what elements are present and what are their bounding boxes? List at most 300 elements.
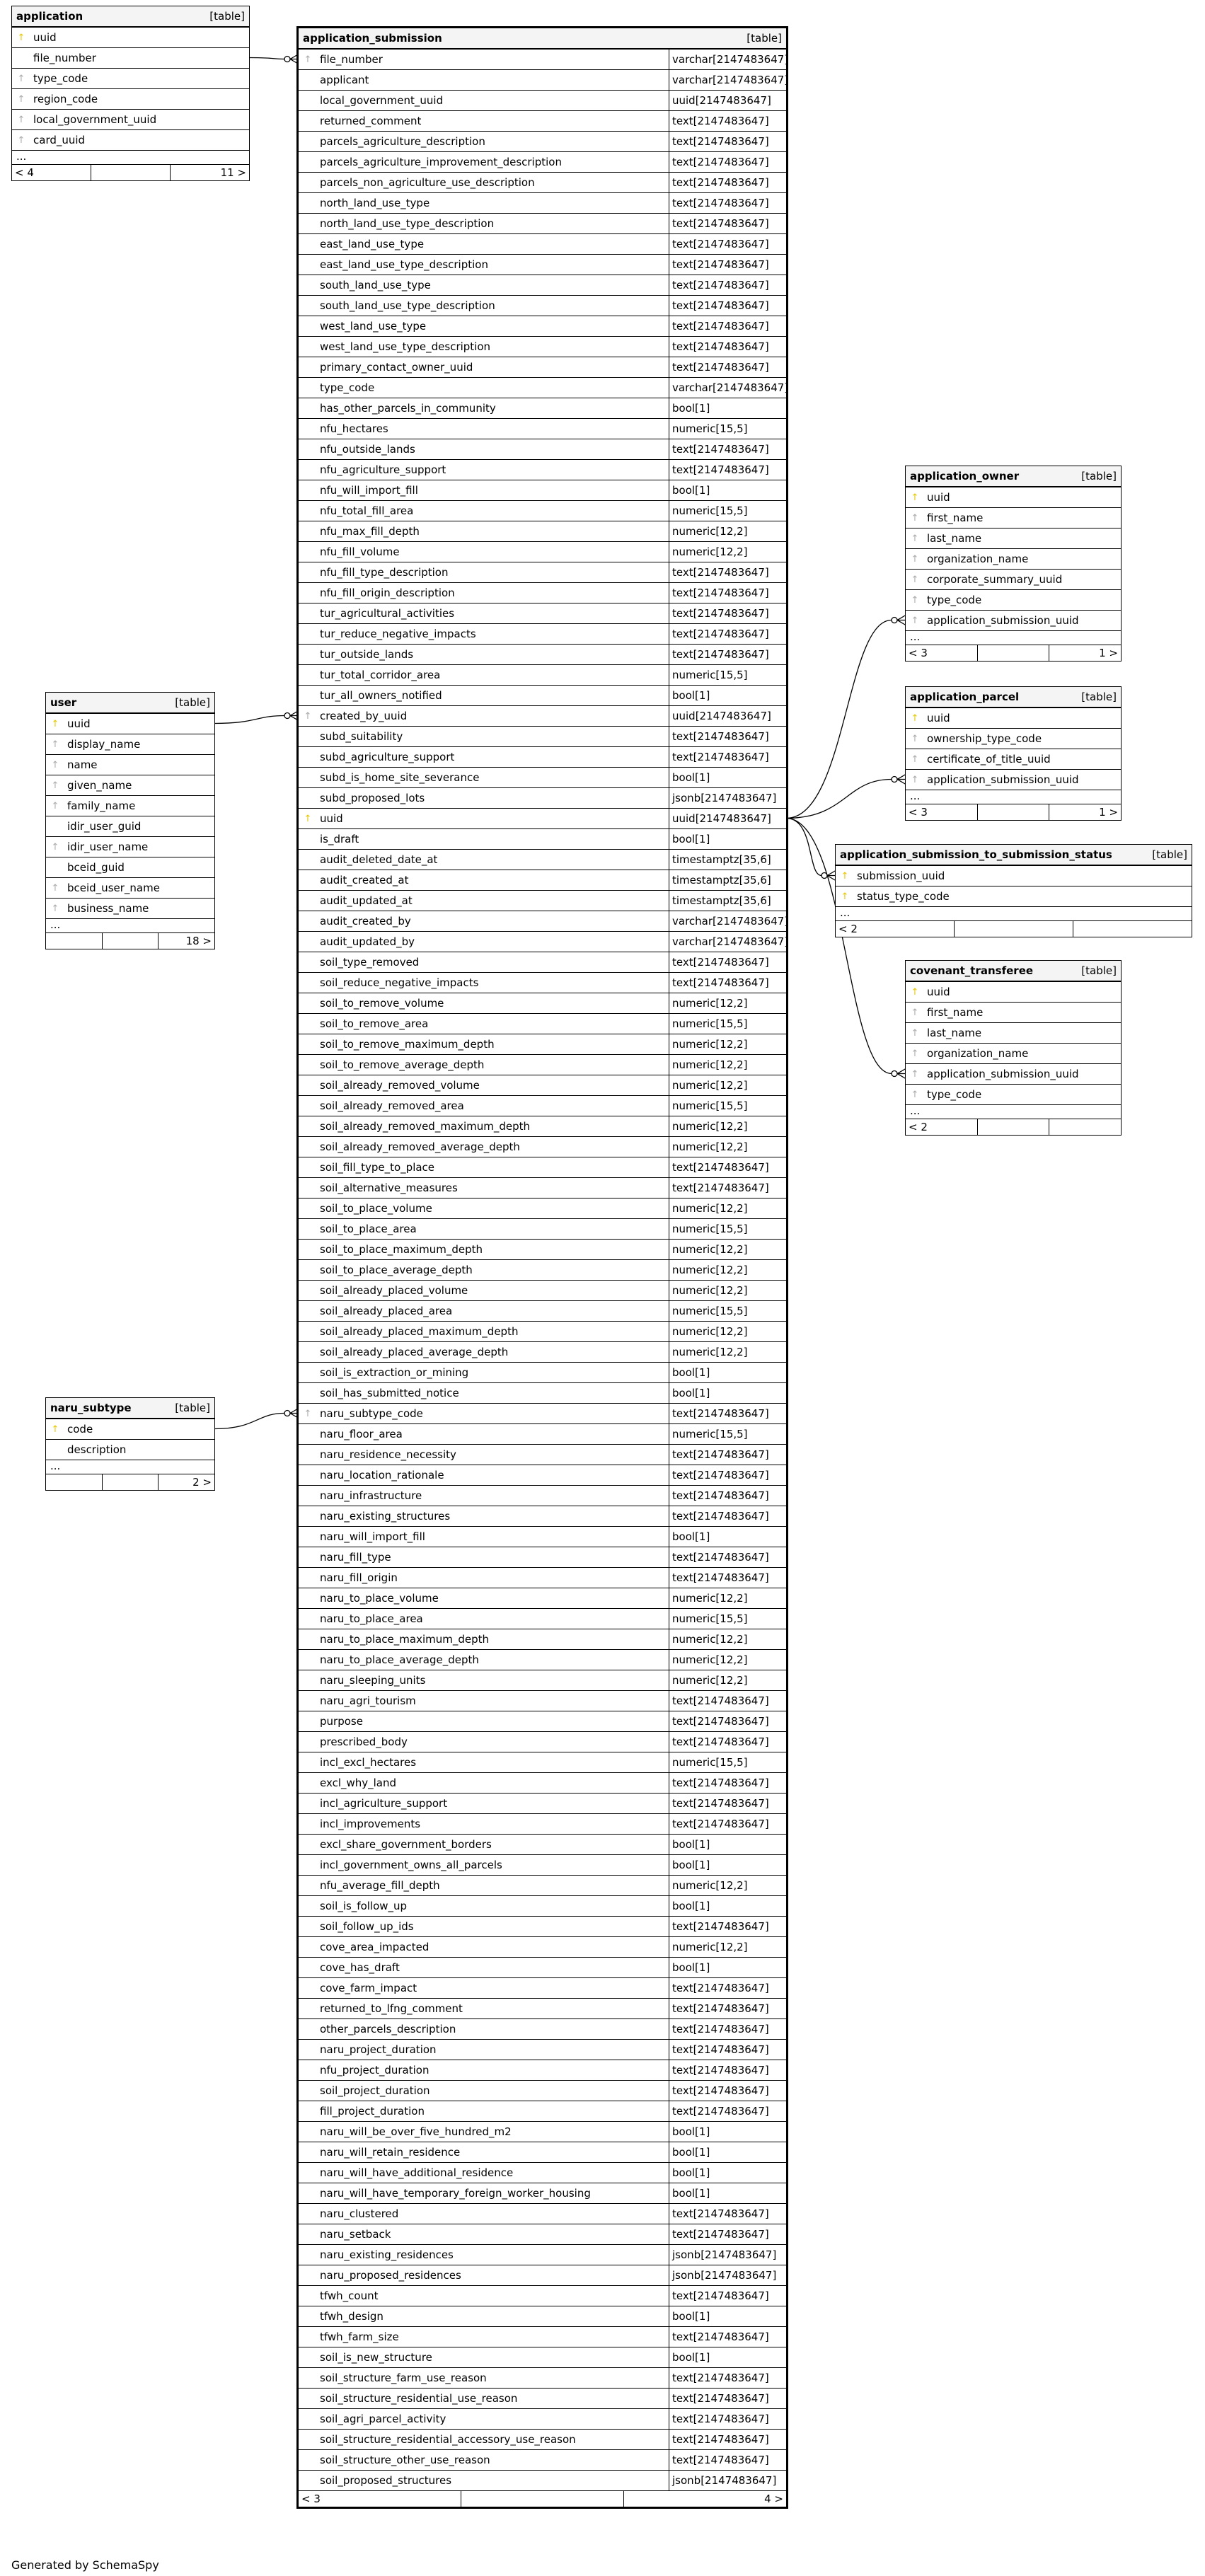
column-name: tur_agricultural_activities: [320, 607, 455, 620]
column-row[interactable]: [299, 1054, 786, 1075]
column-row[interactable]: [299, 2142, 786, 2162]
column-row[interactable]: [299, 849, 786, 870]
column-row[interactable]: [299, 69, 789, 90]
table-header: [906, 961, 1121, 981]
column-name: soil_is_new_structure: [320, 2351, 432, 2364]
relationship-line: [214, 716, 284, 724]
column-row[interactable]: [299, 1259, 786, 1280]
column-row[interactable]: [299, 1526, 786, 1547]
column-row[interactable]: [299, 2449, 786, 2470]
table-application-submission[interactable]: [296, 26, 788, 2509]
column-row[interactable]: [299, 1403, 786, 1423]
column-row[interactable]: [12, 47, 249, 68]
children-count[interactable]: 2 >: [158, 1474, 214, 1490]
column-row[interactable]: [299, 2039, 786, 2060]
column-row[interactable]: [299, 1567, 786, 1588]
column-row[interactable]: [299, 808, 786, 828]
column-name: naru_will_be_over_five_hundred_m2: [320, 2125, 512, 2138]
column-row[interactable]: [299, 644, 786, 664]
column-row[interactable]: [299, 1280, 786, 1300]
column-row[interactable]: [299, 2060, 786, 2080]
column-row[interactable]: [46, 775, 214, 795]
column-row[interactable]: [12, 109, 249, 129]
column-row[interactable]: [299, 1752, 786, 1772]
column-name-cell: [46, 1443, 214, 1456]
column-row[interactable]: [299, 377, 789, 398]
column-row[interactable]: [46, 1439, 214, 1460]
relationship-line: [214, 1414, 284, 1429]
column-name: type_code: [33, 72, 88, 85]
column-name-cell: [299, 2146, 669, 2159]
column-name-cell: [299, 1961, 669, 1974]
column-name: soil_already_removed_area: [320, 1099, 464, 1112]
column-row[interactable]: [299, 2306, 786, 2326]
column-name-cell: [299, 258, 669, 271]
column-row[interactable]: [299, 131, 786, 151]
column-row[interactable]: [299, 1629, 786, 1649]
column-type: bool[1]: [669, 1958, 786, 1977]
column-name-cell: [299, 463, 669, 476]
column-name-cell: [299, 1715, 669, 1728]
column-row[interactable]: [299, 1588, 786, 1608]
parents-count[interactable]: < 4: [15, 166, 34, 179]
column-row[interactable]: [299, 1506, 786, 1526]
column-type: numeric[12,2]: [669, 1034, 786, 1054]
column-row[interactable]: [12, 129, 249, 150]
column-row[interactable]: [299, 521, 786, 541]
column-name: tfwh_design: [320, 2310, 384, 2323]
column-name-cell: [46, 758, 214, 771]
column-row[interactable]: [299, 459, 786, 480]
column-row[interactable]: [299, 1875, 786, 1895]
column-name: file_number: [320, 53, 383, 66]
column-row[interactable]: [299, 1382, 786, 1403]
column-name-cell: [299, 443, 669, 456]
column-type: bool[1]: [669, 768, 786, 787]
column-name-cell: [299, 812, 669, 825]
column-row[interactable]: [906, 981, 1121, 1002]
column-row[interactable]: [299, 787, 786, 808]
column-name: created_by_uuid: [320, 710, 408, 722]
column-row[interactable]: [299, 1218, 786, 1239]
column-row[interactable]: [906, 589, 1121, 610]
column-row[interactable]: [299, 1957, 786, 1977]
column-type: numeric[12,2]: [669, 1876, 786, 1895]
column-row[interactable]: [299, 1300, 786, 1321]
column-row[interactable]: [12, 68, 249, 88]
column-name: nfu_fill_volume: [320, 545, 400, 558]
footer-spacer: [91, 165, 170, 180]
foreign-key-icon: ↑: [911, 1027, 919, 1039]
column-type: numeric[12,2]: [669, 1588, 786, 1608]
column-name-cell: [299, 1243, 669, 1256]
table-application-parcel[interactable]: [905, 686, 1122, 821]
column-row[interactable]: [299, 2018, 786, 2039]
column-row[interactable]: [299, 90, 786, 110]
column-row[interactable]: [299, 398, 786, 418]
column-row[interactable]: [299, 1977, 786, 1998]
children-count[interactable]: [1049, 1119, 1121, 1135]
column-row[interactable]: [299, 2080, 786, 2101]
foreign-key-icon: ↑: [911, 774, 919, 785]
column-row[interactable]: [299, 1157, 786, 1177]
column-name: tur_total_corridor_area: [320, 669, 441, 681]
column-row[interactable]: [299, 2367, 786, 2388]
column-name-cell: [299, 1592, 669, 1605]
column-row[interactable]: [906, 1084, 1121, 1104]
column-row[interactable]: [299, 2183, 786, 2203]
column-row[interactable]: [299, 316, 786, 336]
column-row[interactable]: [299, 233, 786, 254]
column-name-cell: [299, 1428, 669, 1440]
column-row[interactable]: [299, 1013, 786, 1034]
column-name: other_parcels_description: [320, 2023, 456, 2035]
column-row[interactable]: [299, 1608, 786, 1629]
column-row[interactable]: [46, 836, 214, 857]
column-type: bool[1]: [669, 2142, 786, 2162]
table-application-submission-to-submission-status[interactable]: [835, 844, 1192, 937]
column-row[interactable]: [299, 1095, 786, 1116]
parents-count[interactable]: < 2: [838, 923, 858, 935]
column-type: text[2147483647]: [669, 1547, 786, 1567]
column-row[interactable]: [299, 1854, 786, 1875]
column-type: text[2147483647]: [669, 2368, 786, 2388]
column-row[interactable]: [299, 1690, 786, 1711]
column-name-cell: [46, 861, 214, 874]
table-covenant-transferee[interactable]: [905, 960, 1122, 1136]
children-count[interactable]: 4 >: [623, 2491, 786, 2507]
column-row[interactable]: [12, 88, 249, 109]
column-type: bool[1]: [669, 2163, 786, 2183]
column-row[interactable]: [299, 357, 786, 377]
column-row[interactable]: [299, 1423, 786, 1444]
column-type: numeric[12,2]: [669, 521, 786, 541]
foreign-key-icon: ↑: [911, 753, 919, 765]
column-name-cell: [299, 422, 669, 435]
column-row[interactable]: [299, 418, 786, 439]
column-name-cell: [299, 2454, 669, 2466]
column-row[interactable]: [299, 1834, 786, 1854]
column-name: soil_already_removed_average_depth: [320, 1140, 520, 1153]
column-name: nfu_max_fill_depth: [320, 525, 420, 538]
column-row[interactable]: [299, 49, 789, 69]
children-count[interactable]: [1073, 921, 1192, 937]
column-row[interactable]: [299, 275, 786, 295]
column-name: naru_will_have_temporary_foreign_worker_housing: [320, 2187, 591, 2200]
column-row[interactable]: [299, 541, 786, 562]
column-row[interactable]: [299, 1485, 786, 1506]
column-row[interactable]: [299, 993, 786, 1013]
column-name-cell: [299, 2166, 669, 2179]
column-row[interactable]: [46, 1419, 214, 1439]
column-name-cell: [299, 1346, 669, 1358]
column-row[interactable]: [299, 110, 786, 131]
column-row[interactable]: [299, 2121, 786, 2142]
column-row[interactable]: [836, 865, 1192, 886]
column-row[interactable]: [46, 795, 214, 816]
column-type: text[2147483647]: [669, 1404, 786, 1423]
column-row[interactable]: [299, 1465, 786, 1485]
table-header: [906, 687, 1121, 707]
generated-by-label: Generated by SchemaSpy: [11, 2558, 159, 2572]
column-row[interactable]: [906, 1002, 1121, 1022]
column-row[interactable]: [299, 685, 786, 705]
column-row[interactable]: [299, 1116, 786, 1136]
column-type: numeric[12,2]: [669, 1629, 786, 1649]
column-row[interactable]: [836, 886, 1192, 906]
column-name-cell: [46, 738, 214, 751]
column-row[interactable]: [299, 952, 786, 972]
more-columns-indicator: ...: [906, 790, 1121, 804]
column-name-cell: [46, 779, 214, 792]
column-row[interactable]: [906, 569, 1121, 589]
table-naru-subtype[interactable]: [45, 1397, 215, 1491]
column-type: numeric[15,5]: [669, 1096, 786, 1116]
column-row[interactable]: [906, 769, 1121, 790]
table-kind: [table]: [1081, 691, 1117, 703]
column-row[interactable]: [299, 1177, 786, 1198]
column-row[interactable]: [299, 828, 786, 849]
column-name-cell: [299, 197, 669, 209]
column-row[interactable]: [46, 877, 214, 898]
column-row[interactable]: [299, 1711, 786, 1731]
column-row[interactable]: [299, 1075, 786, 1095]
column-name: audit_created_by: [320, 915, 411, 928]
foreign-key-icon: ↑: [911, 553, 919, 565]
column-name-cell: [299, 1633, 669, 1646]
column-row[interactable]: [46, 857, 214, 877]
column-name-cell: [299, 1838, 669, 1851]
column-row[interactable]: [299, 972, 786, 993]
column-row[interactable]: [299, 1362, 786, 1382]
column-row[interactable]: [299, 2408, 786, 2429]
column-row[interactable]: [299, 2470, 786, 2490]
column-row[interactable]: [299, 746, 786, 767]
children-count[interactable]: 1 >: [1049, 804, 1121, 820]
column-row[interactable]: [46, 713, 214, 734]
column-type: text[2147483647]: [669, 1486, 786, 1506]
column-name: description: [67, 1443, 127, 1456]
column-type: text[2147483647]: [669, 234, 786, 254]
column-row[interactable]: [299, 1444, 786, 1465]
column-row[interactable]: [299, 870, 786, 890]
column-row[interactable]: [299, 1936, 786, 1957]
column-row[interactable]: [299, 1239, 786, 1259]
column-type: text[2147483647]: [669, 2450, 786, 2470]
column-row[interactable]: [299, 664, 786, 685]
column-row[interactable]: [299, 2347, 786, 2367]
column-name: bceid_guid: [67, 861, 125, 874]
table-name: application_parcel: [910, 691, 1020, 703]
parents-count[interactable]: < 3: [301, 2493, 321, 2505]
column-row[interactable]: [299, 1813, 786, 1834]
column-row[interactable]: [299, 2388, 786, 2408]
column-row[interactable]: [299, 1670, 786, 1690]
column-name-cell: [299, 1202, 669, 1215]
column-row[interactable]: [299, 172, 786, 192]
column-row[interactable]: [299, 2326, 786, 2347]
column-type: bool[1]: [669, 829, 786, 849]
column-name: soil_already_placed_area: [320, 1305, 453, 1317]
column-row[interactable]: [299, 705, 786, 726]
children-count[interactable]: 1 >: [1049, 645, 1121, 661]
column-row[interactable]: [299, 295, 786, 316]
column-name-cell: [299, 2043, 669, 2056]
column-row[interactable]: [299, 1731, 786, 1752]
column-row[interactable]: [906, 1022, 1121, 1043]
column-name: naru_setback: [320, 2228, 391, 2241]
column-type: text[2147483647]: [669, 296, 786, 316]
footer-spacer: [977, 645, 1049, 661]
column-row[interactable]: [299, 623, 786, 644]
parents-count[interactable]: [46, 933, 102, 949]
column-row[interactable]: [299, 562, 786, 582]
column-name: naru_floor_area: [320, 1428, 403, 1440]
column-name-cell: [299, 217, 669, 230]
column-name: status_type_code: [857, 890, 950, 903]
column-row[interactable]: [299, 767, 786, 787]
column-row[interactable]: [299, 1772, 786, 1793]
column-row[interactable]: [906, 507, 1121, 528]
column-row[interactable]: [299, 1136, 786, 1157]
column-row[interactable]: [299, 1341, 786, 1362]
column-row[interactable]: [906, 749, 1121, 769]
column-row[interactable]: [299, 1793, 786, 1813]
column-row[interactable]: [299, 2265, 786, 2285]
column-row[interactable]: [299, 1547, 786, 1567]
footer-spacer: [977, 804, 1049, 820]
column-name: incl_agriculture_support: [320, 1797, 448, 1810]
column-row[interactable]: [299, 2224, 786, 2244]
column-name: nfu_project_duration: [320, 2064, 429, 2077]
column-row[interactable]: [299, 439, 786, 459]
column-row[interactable]: [299, 2101, 786, 2121]
column-row[interactable]: [299, 582, 786, 603]
column-type: text[2147483647]: [669, 2204, 786, 2224]
column-row[interactable]: [299, 2244, 786, 2265]
table-user[interactable]: [45, 692, 215, 949]
more-columns-indicator: ...: [906, 630, 1121, 645]
column-type: text[2147483647]: [669, 583, 786, 603]
column-row[interactable]: [299, 890, 786, 911]
column-name-cell: [299, 1223, 669, 1235]
column-row[interactable]: [906, 707, 1121, 728]
column-name: parcels_non_agriculture_use_description: [320, 176, 535, 189]
column-name-cell: [299, 2372, 669, 2384]
column-name: idir_user_guid: [67, 820, 142, 833]
column-name: incl_government_owns_all_parcels: [320, 1859, 502, 1871]
column-row[interactable]: [299, 480, 786, 500]
children-count[interactable]: 11 >: [170, 165, 249, 180]
column-row[interactable]: [12, 27, 249, 47]
column-row[interactable]: [906, 728, 1121, 749]
table-header: [836, 845, 1192, 865]
column-row[interactable]: [299, 2162, 786, 2183]
column-row[interactable]: [906, 548, 1121, 569]
column-row[interactable]: [299, 151, 786, 172]
column-name-cell: [299, 504, 669, 517]
column-row[interactable]: [299, 500, 786, 521]
column-name: business_name: [67, 902, 149, 915]
column-row[interactable]: [46, 734, 214, 754]
column-name: soil_already_placed_volume: [320, 1284, 468, 1297]
column-row[interactable]: [46, 754, 214, 775]
column-name-cell: [46, 841, 214, 853]
column-row[interactable]: [299, 911, 789, 931]
column-row[interactable]: [299, 1998, 786, 2018]
column-row[interactable]: [299, 192, 786, 213]
column-type: varchar[2147483647]: [669, 70, 786, 90]
column-row[interactable]: [906, 528, 1121, 548]
column-row[interactable]: [299, 2203, 786, 2224]
column-name-cell: [299, 1469, 669, 1482]
column-row[interactable]: [299, 931, 789, 952]
parents-count[interactable]: < 3: [909, 806, 928, 819]
table-application[interactable]: [11, 6, 250, 181]
column-type: varchar[2147483647]: [669, 932, 786, 952]
column-row[interactable]: [299, 726, 786, 746]
table-name: naru_subtype: [50, 1402, 132, 1414]
column-type: timestamptz[35,6]: [669, 891, 786, 911]
table-name: application_submission_to_submission_status: [840, 848, 1112, 861]
column-row[interactable]: [46, 898, 214, 918]
column-row[interactable]: [299, 603, 786, 623]
relationship-optional-marker: [284, 713, 290, 719]
column-row[interactable]: [299, 1649, 786, 1670]
column-type: timestamptz[35,6]: [669, 850, 786, 870]
column-row[interactable]: [299, 1895, 786, 1916]
column-name-cell: [299, 1325, 669, 1338]
column-row[interactable]: [906, 1063, 1121, 1084]
column-type: bool[1]: [669, 2122, 786, 2142]
column-type: text[2147483647]: [669, 2224, 786, 2244]
table-application-owner[interactable]: [905, 466, 1122, 662]
column-name-cell: [299, 1674, 669, 1687]
column-row[interactable]: [299, 254, 786, 275]
foreign-key-icon: ↑: [911, 733, 919, 744]
column-type: numeric[15,5]: [669, 1424, 786, 1444]
primary-key-icon: ↑: [304, 813, 312, 824]
column-type: varchar[2147483647]: [669, 911, 786, 931]
column-row[interactable]: [299, 213, 786, 233]
column-row[interactable]: [299, 1321, 786, 1341]
parents-count[interactable]: < 3: [909, 647, 928, 659]
column-row[interactable]: [906, 1043, 1121, 1063]
column-row[interactable]: [299, 2429, 786, 2449]
column-name: naru_project_duration: [320, 2043, 437, 2056]
column-row[interactable]: [299, 2285, 786, 2306]
column-row[interactable]: [299, 1198, 786, 1218]
column-row[interactable]: [906, 610, 1121, 630]
column-name: naru_clustered: [320, 2207, 399, 2220]
parents-count[interactable]: [46, 1474, 102, 1490]
primary-key-icon: ↑: [841, 870, 849, 882]
column-row[interactable]: [299, 336, 786, 357]
column-row[interactable]: [299, 1916, 786, 1936]
column-row[interactable]: [46, 816, 214, 836]
column-row[interactable]: [906, 487, 1121, 507]
children-count[interactable]: 18 >: [158, 933, 214, 949]
table-header: [46, 693, 214, 713]
column-name-cell: [299, 2269, 669, 2282]
column-row[interactable]: [299, 1034, 786, 1054]
column-name-cell: [299, 279, 669, 291]
parents-count[interactable]: < 2: [909, 1121, 928, 1133]
column-name-cell: [906, 532, 1121, 545]
foreign-key-icon: ↑: [911, 533, 919, 544]
column-name-cell: [299, 1038, 669, 1051]
column-name: nfu_fill_type_description: [320, 566, 449, 579]
